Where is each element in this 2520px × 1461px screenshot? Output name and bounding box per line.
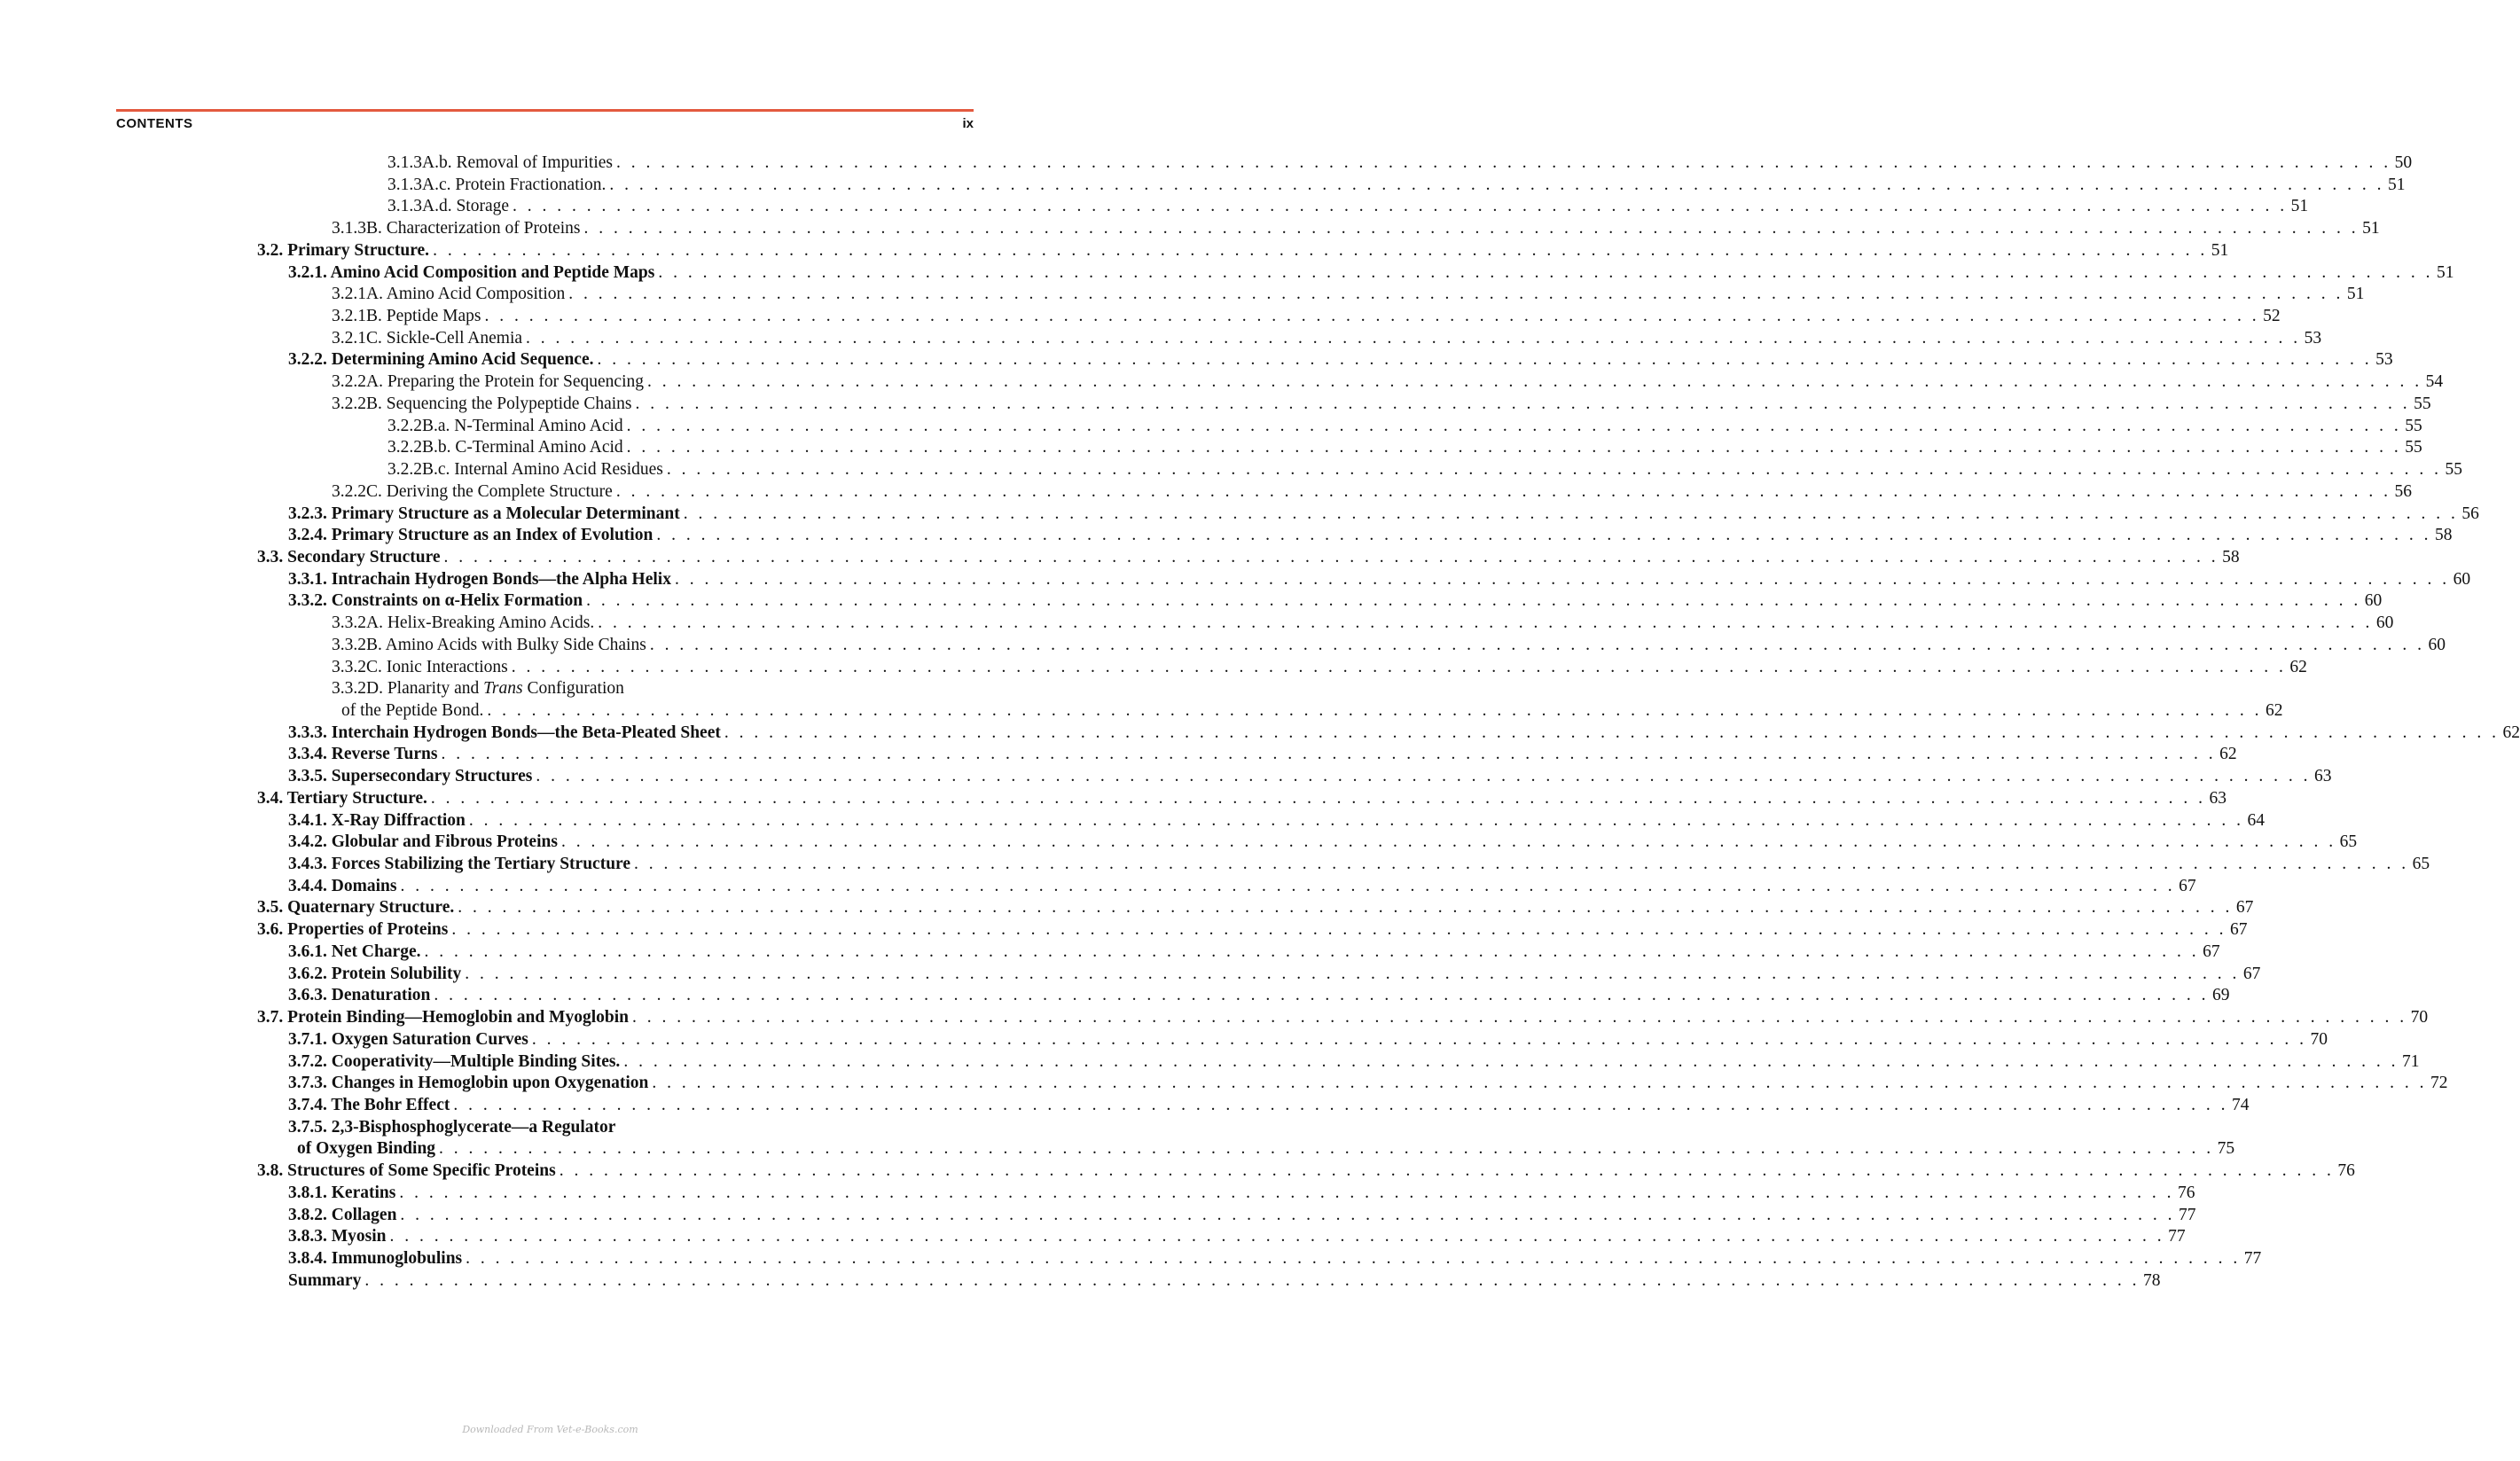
toc-leader-dots: . . . . . . . . . . . . . . . . . . . . . . . . . . . . . . . . . . . . . . . . . . . . . . . . . . . . . . . . . . . . . . . . . . . . . . . . . . . . . . . . . . . . . . . . . . . . . . . . . . . . . . . . . . . . . . . . . . . . . . . . (364, 1271, 2140, 1290)
toc-entry-title: of the Peptide Bond. (341, 701, 484, 720)
toc-leader-dots: . . . . . . . . . . . . . . . . . . . . . . . . . . . . . . . . . . . . . . . . . . . . . . . . . . . . . . . . . . . . . . . . . . . . . . . . . . . . . . . . . . . . . . . . . . . . . . . . . . . . . . . . . . . . . . . . . . . . . . . . (536, 767, 2311, 785)
toc-entry-page: 62 (2219, 745, 2237, 763)
toc-entry-page: 63 (2313, 767, 2332, 785)
toc-entry-title: 3.4.2. Globular and Fibrous Proteins (288, 832, 558, 851)
toc-entry-page: 65 (2339, 832, 2358, 851)
toc-entry-title: 3.2.3. Primary Structure as a Molecular Determinant (288, 504, 680, 523)
toc-leader-dots: . . . . . . . . . . . . . . . . . . . . . . . . . . . . . . . . . . . . . . . . . . . . . . . . . . . . . . . . . . . . . . . . . . . . . . . . . . . . . . . . . . . . . . . . . . . . . . . . . . . . . . . . . . . . . . . . . . . . . . . . (531, 1030, 2307, 1049)
toc-entry (288, 832, 2358, 853)
toc-leader-dots: . . . . . . . . . . . . . . . . . . . . . . . . . . . . . . . . . . . . . . . . . . . . . . . . . . . . . . . . . . . . . . . . . . . . . . . . . . . . . . . . . . . . . . . . . . . . . . . . . . . . . . . . . . . . . . . . . . . . . . . . (724, 723, 2500, 742)
toc-entry (257, 897, 2254, 918)
toc-entry-page: 74 (2231, 1096, 2250, 1114)
toc-entry-page: 55 (2414, 395, 2431, 413)
toc-entry-title: 3.4.4. Domains (288, 877, 397, 895)
toc-leader-dots: . . . . . . . . . . . . . . . . . . . . . . . . . . . . . . . . . . . . . . . . . . . . . . . . . . . . . . . . . . . . . . . . . . . . . . . . . . . . . . . . . . . . . . . . . . . . . . . . . . . . . . . . . . . . . . . . . . . . . . . . (389, 1227, 2165, 1246)
toc-entry-title: 3.4.3. Forces Stabilizing the Tertiary Structure (288, 855, 630, 873)
toc-entry (288, 810, 2265, 832)
toc-entry (332, 394, 2431, 415)
toc-entry-title: 3.6. Properties of Proteins (257, 920, 449, 939)
toc-entry-title: 3.1.3A.c. Protein Fractionation. (387, 176, 607, 194)
toc-entry-page: 62 (2289, 658, 2307, 676)
toc-entry-page: 76 (2177, 1184, 2195, 1202)
toc-leader-dots: . . . . . . . . . . . . . . . . . . . . . . . . . . . . . . . . . . . . . . . . . . . . . . . . . . . . . . . . . . . . . . . . . . . . . . . . . . . . . . . . . . . . . . . . . . . . . . . . . . . . . . . . . . . . . . . . . . . . . . . . (441, 745, 2217, 763)
toc-entry-page: 56 (2461, 504, 2479, 523)
toc-entry (288, 569, 2471, 590)
toc-entry-page: 58 (2222, 548, 2240, 566)
toc-entry (288, 766, 2332, 787)
toc-entry-page: 51 (2211, 241, 2229, 260)
toc-entry-page: 78 (2142, 1271, 2161, 1290)
toc-entry-page: 67 (2242, 965, 2261, 983)
toc-entry (257, 547, 2240, 568)
toc-entry-title: 3.2.1B. Peptide Maps (332, 307, 481, 325)
toc-entry-page: 51 (2290, 197, 2309, 215)
toc-entry (257, 788, 2227, 809)
toc-entry-page: 77 (2168, 1227, 2186, 1246)
toc-entry-page: 51 (2388, 176, 2406, 194)
toc-entry-title: 3.2.1. Amino Acid Composition and Peptide Maps (288, 263, 655, 282)
toc-entry-title: 3.2.2B. Sequencing the Polypeptide Chains (332, 395, 632, 413)
toc-entry-page: 70 (2310, 1030, 2328, 1049)
toc-leader-dots: . . . . . . . . . . . . . . . . . . . . . . . . . . . . . . . . . . . . . . . . . . . . . . . . . . . . . . . . . . . . . . . . . . . . . . . . . . . . . . . . . . . . . . . . . . . . . . . . . . . . . . . . . . . . . . . . . . . . . . . . (400, 877, 2176, 895)
toc-leader-dots: . . . . . . . . . . . . . . . . . . . . . . . . . . . . . . . . . . . . . . . . . . . . . . . . . . . . . . . . . . . . . . . . . . . . . . . . . . . . . . . . . . . . . . . . . . . . . . . . . . . . . . . . . . . . . . . . . . . . . . . . (439, 1139, 2214, 1158)
toc-entry-page: 58 (2434, 526, 2453, 544)
toc-entry-title: 3.1.3A.d. Storage (387, 197, 510, 215)
toc-entry-title: 3.2.1C. Sickle-Cell Anemia (332, 329, 523, 348)
toc-entry (332, 218, 2380, 239)
toc-leader-dots: . . . . . . . . . . . . . . . . . . . . . . . . . . . . . . . . . . . . . . . . . . . . . . . . . . . . . . . . . . . . . . . . . . . . . . . . . . . . . . . . . . . . . . . . . . . . . . . . . . . . . . . . . . . . . . . . . . . . . . . . (609, 176, 2385, 194)
toc-leader-dots: . . . . . . . . . . . . . . . . . . . . . . . . . . . . . . . . . . . . . . . . . . . . . . . . . . . . . . . . . . . . . . . . . . . . . . . . . . . . . . . . . . . . . . . . . . . . . . . . . . . . . . . . . . . . . . . . . . . . . . . . (451, 920, 2227, 939)
toc-leader-dots: . . . . . . . . . . . . . . . . . . . . . . . . . . . . . . . . . . . . . . . . . . . . . . . . . . . . . . . . . . . . . . . . . . . . . . . . . . . . . . . . . . . . . . . . . . . . . . . . . . . . . . . . . . . . . . . . . . . . . . . . (683, 504, 2459, 523)
toc-entry (288, 504, 2479, 525)
toc-entry-title: 3.2. Primary Structure. (257, 241, 430, 260)
toc-leader-dots: . . . . . . . . . . . . . . . . . . . . . . . . . . . . . . . . . . . . . . . . . . . . . . . . . . . . . . . . . . . . . . . . . . . . . . . . . . . . . . . . . . . . . . . . . . . . . . . . . . . . . . . . . . . . . . . . . . . . . . . . (652, 1074, 2427, 1092)
toc-entry (288, 1051, 2420, 1073)
toc-entry-title: 3.3. Secondary Structure (257, 548, 441, 566)
toc-leader-dots: . . . . . . . . . . . . . . . . . . . . . . . . . . . . . . . . . . . . . . . . . . . . . . . . . . . . . . . . . . . . . . . . . . . . . . . . . . . . . . . . . . . . . . . . . . . . . . . . . . . . . . . . . . . . . . . . . . . . . . . . (443, 548, 2219, 566)
toc-entry (387, 175, 2406, 196)
toc-leader-dots: . . . . . . . . . . . . . . . . . . . . . . . . . . . . . . . . . . . . . . . . . . . . . . . . . . . . . . . . . . . . . . . . . . . . . . . . . . . . . . . . . . . . . . . . . . . . . . . . . . . . . . . . . . . . . . . . . . . . . . . . (400, 1206, 2176, 1224)
toc-entry-title: 3.6.2. Protein Solubility (288, 965, 462, 983)
page-number: ix (962, 116, 974, 131)
toc-entry (257, 240, 2229, 262)
toc-entry-page: 53 (2304, 329, 2322, 348)
toc-entry-title: 3.7. Protein Binding—Hemoglobin and Myoglobin (257, 1008, 629, 1027)
toc-entry-title: 3.5. Quaternary Structure. (257, 898, 455, 917)
toc-leader-dots: . . . . . . . . . . . . . . . . . . . . . . . . . . . . . . . . . . . . . . . . . . . . . . . . . . . . . . . . . . . . . . . . . . . . . . . . . . . . . . . . . . . . . . . . . . . . . . . . . . . . . . . . . . . . . . . . . . . . . . . . (513, 197, 2288, 215)
toc-leader-dots: . . . . . . . . . . . . . . . . . . . . . . . . . . . . . . . . . . . . . . . . . . . . . . . . . . . . . . . . . . . . . . . . . . . . . . . . . . . . . . . . . . . . . . . . . . . . . . . . . . . . . . . . . . . . . . . . . . . . . . . . (434, 986, 2209, 1004)
toc-entry-title: 3.3.4. Reverse Turns (288, 745, 438, 763)
toc-entry-page: 60 (2364, 591, 2383, 610)
toc-entry (288, 876, 2196, 897)
toc-entry-title: 3.4. Tertiary Structure. (257, 789, 427, 808)
toc-entry-page: 56 (2394, 482, 2412, 501)
toc-leader-dots: . . . . . . . . . . . . . . . . . . . . . . . . . . . . . . . . . . . . . . . . . . . . . . . . . . . . . . . . . . . . . . . . . . . . . . . . . . . . . . . . . . . . . . . . . . . . . . . . . . . . . . . . . . . . . . . . . . . . . . . . (511, 658, 2287, 676)
toc-entry (288, 964, 2261, 985)
toc-entry-title: 3.7.3. Changes in Hemoglobin upon Oxygenation (288, 1074, 649, 1092)
toc-leader-dots: . . . . . . . . . . . . . . . . . . . . . . . . . . . . . . . . . . . . . . . . . . . . . . . . . . . . . . . . . . . . . . . . . . . . . . . . . . . . . . . . . . . . . . . . . . . . . . . . . . . . . . . . . . . . . . . . . . . . . . . . (526, 329, 2301, 348)
toc-entry-page: 64 (2247, 811, 2265, 830)
toc-entry-page: 50 (2394, 153, 2413, 172)
toc-entry-title: 3.3.2A. Helix-Breaking Amino Acids. (332, 613, 595, 632)
toc-entry (387, 416, 2422, 437)
toc-entry-title: Summary (288, 1271, 362, 1290)
toc-leader-dots: . . . . . . . . . . . . . . . . . . . . . . . . . . . . . . . . . . . . . . . . . . . . . . . . . . . . . . . . . . . . . . . . . . . . . . . . . . . . . . . . . . . . . . . . . . . . . . . . . . . . . . . . . . . . . . . . . . . . . . . . (487, 701, 2262, 720)
toc-leader-dots: . . . . . . . . . . . . . . . . . . . . . . . . . . . . . . . . . . . . . . . . . . . . . . . . . . . . . . . . . . . . . . . . . . . . . . . . . . . . . . . . . . . . . . . . . . . . . . . . . . . . . . . . . . . . . . . . . . . . . . . . (631, 1008, 2407, 1027)
toc-entry (288, 854, 2430, 875)
toc-entry (332, 284, 2365, 305)
toc-entry-page: 67 (2179, 877, 2196, 895)
toc-entry-page: 65 (2412, 855, 2430, 873)
toc-entry (288, 1029, 2328, 1051)
toc-leader-dots: . . . . . . . . . . . . . . . . . . . . . . . . . . . . . . . . . . . . . . . . . . . . . . . . . . . . . . . . . . . . . . . . . . . . . . . . . . . . . . . . . . . . . . . . . . . . . . . . . . . . . . . . . . . . . . . . . . . . . . . . (626, 417, 2402, 435)
toc-entry (288, 723, 2520, 744)
toc-entry (387, 459, 2463, 480)
toc-entry-title: 3.2.2B.c. Internal Amino Acid Residues (387, 460, 663, 479)
toc-leader-dots: . . . . . . . . . . . . . . . . . . . . . . . . . . . . . . . . . . . . . . . . . . . . . . . . . . . . . . . . . . . . . . . . . . . . . . . . . . . . . . . . . . . . . . . . . . . . . . . . . . . . . . . . . . . . . . . . . . . . . . . . (656, 526, 2431, 544)
toc-leader-dots: . . . . . . . . . . . . . . . . . . . . . . . . . . . . . . . . . . . . . . . . . . . . . . . . . . . . . . . . . . . . . . . . . . . . . . . . . . . . . . . . . . . . . . . . . . . . . . . . . . . . . . . . . . . . . . . . . . . . . . . . (453, 1096, 2228, 1114)
toc-entry-title: 3.2.2A. Preparing the Protein for Sequencing (332, 372, 645, 391)
toc-entry (288, 744, 2237, 765)
toc-entry-title: 3.2.2B.a. N-Terminal Amino Acid (387, 417, 623, 435)
toc-entry (332, 635, 2446, 656)
toc-leader-dots: . . . . . . . . . . . . . . . . . . . . . . . . . . . . . . . . . . . . . . . . . . . . . . . . . . . . . . . . . . . . . . . . . . . . . . . . . . . . . . . . . . . . . . . . . . . . . . . . . . . . . . . . . . . . . . . . . . . . . . . . (649, 636, 2425, 654)
toc-entry-page: 67 (2235, 898, 2254, 917)
toc-entry-page: 70 (2410, 1008, 2429, 1027)
toc-entry-page: 67 (2229, 920, 2248, 939)
toc-entry-title: 3.7.1. Oxygen Saturation Curves (288, 1030, 528, 1049)
toc-entry-title: 3.1.3B. Characterization of Proteins (332, 219, 581, 238)
toc-leader-dots: . . . . . . . . . . . . . . . . . . . . . . . . . . . . . . . . . . . . . . . . . . . . . . . . . . . . . . . . . . . . . . . . . . . . . . . . . . . . . . . . . . . . . . . . . . . . . . . . . . . . . . . . . . . . . . . . . . . . . . . . (635, 395, 2411, 413)
toc-entry (332, 613, 2394, 634)
toc-leader-dots: . . . . . . . . . . . . . . . . . . . . . . . . . . . . . . . . . . . . . . . . . . . . . . . . . . . . . . . . . . . . . . . . . . . . . . . . . . . . . . . . . . . . . . . . . . . . . . . . . . . . . . . . . . . . . . . . . . . . . . . . (399, 1184, 2174, 1202)
toc-entry-page: 51 (2346, 285, 2365, 303)
toc-entry (288, 1183, 2195, 1204)
toc-entry (332, 306, 2281, 327)
toc-leader-dots: . . . . . . . . . . . . . . . . . . . . . . . . . . . . . . . . . . . . . . . . . . . . . . . . . . . . . . . . . . . . . . . . . . . . . . . . . . . . . . . . . . . . . . . . . . . . . . . . . . . . . . . . . . . . . . . . . . . . . . . . (466, 1249, 2241, 1268)
toc-entry-page: 69 (2211, 986, 2230, 1004)
download-watermark: Downloaded From Vet-e-Books.com (462, 1424, 638, 1435)
toc-leader-dots: . . . . . . . . . . . . . . . . . . . . . . . . . . . . . . . . . . . . . . . . . . . . . . . . . . . . . . . . . . . . . . . . . . . . . . . . . . . . . . . . . . . . . . . . . . . . . . . . . . . . . . . . . . . . . . . . . . . . . . . . (598, 613, 2373, 632)
toc-leader-dots: . . . . . . . . . . . . . . . . . . . . . . . . . . . . . . . . . . . . . . . . . . . . . . . . . . . . . . . . . . . . . . . . . . . . . . . . . . . . . . . . . . . . . . . . . . . . . . . . . . . . . . . . . . . . . . . . . . . . . . . . (674, 570, 2450, 589)
toc-entry-title: 3.6.3. Denaturation (288, 986, 431, 1004)
toc-entry (288, 1205, 2196, 1226)
toc-entry (332, 481, 2412, 503)
toc-entry-title: 3.7.4. The Bohr Effect (288, 1096, 450, 1114)
toc-entry (288, 1226, 2186, 1247)
toc-entry (288, 1248, 2262, 1270)
toc-entry (332, 371, 2444, 393)
toc-leader-dots: . . . . . . . . . . . . . . . . . . . . . . . . . . . . . . . . . . . . . . . . . . . . . . . . . . . . . . . . . . . . . . . . . . . . . . . . . . . . . . . . . . . . . . . . . . . . . . . . . . . . . . . . . . . . . . . . . . . . . . . . (658, 263, 2433, 282)
toc-leader-dots: . . . . . . . . . . . . . . . . . . . . . . . . . . . . . . . . . . . . . . . . . . . . . . . . . . . . . . . . . . . . . . . . . . . . . . . . . . . . . . . . . . . . . . . . . . . . . . . . . . . . . . . . . . . . . . . . . . . . . . . . (616, 153, 2391, 172)
running-header: CONTENTS (116, 116, 193, 131)
toc-entry-title: 3.1.3A.b. Removal of Impurities (387, 153, 614, 172)
toc-entry-page: 63 (2209, 789, 2227, 808)
toc-entry-title: 3.2.1A. Amino Acid Composition (332, 285, 566, 303)
toc-entry-page: 55 (2445, 460, 2463, 479)
toc-entry (297, 1138, 2235, 1160)
toc-entry-page: 62 (2265, 701, 2283, 720)
toc-entry-page: 77 (2243, 1249, 2262, 1268)
toc-entry-title: 3.8.1. Keratins (288, 1184, 396, 1202)
toc-leader-dots: . . . . . . . . . . . . . . . . . . . . . . . . . . . . . . . . . . . . . . . . . . . . . . . . . . . . . . . . . . . . . . . . . . . . . . . . . . . . . . . . . . . . . . . . . . . . . . . . . . . . . . . . . . . . . . . . . . . . . . . . (666, 460, 2442, 479)
toc-entry-page: 62 (2502, 723, 2520, 742)
header-rule (116, 109, 974, 112)
toc-entry (341, 700, 2283, 722)
toc-leader-dots: . . . . . . . . . . . . . . . . . . . . . . . . . . . . . . . . . . . . . . . . . . . . . . . . . . . . . . . . . . . . . . . . . . . . . . . . . . . . . . . . . . . . . . . . . . . . . . . . . . . . . . . . . . . . . . . . . . . . . . . . (430, 789, 2206, 808)
toc-entry-title: 3.3.2D. Planarity and Trans Configuration (332, 679, 624, 698)
toc-entry-page: 51 (2362, 219, 2380, 238)
toc-entry (288, 1270, 2161, 1292)
toc-entry-page: 60 (2375, 613, 2394, 632)
toc-entry-page: 72 (2430, 1074, 2448, 1092)
toc-entry-page: 53 (2375, 350, 2393, 369)
toc-entry-page: 52 (2263, 307, 2281, 325)
toc-entry-title: 3.2.2C. Deriving the Complete Structure (332, 482, 613, 501)
toc-entry-title: 3.8.4. Immunoglobulins (288, 1249, 463, 1268)
toc-entry-title: 3.6.1. Net Charge. (288, 942, 421, 961)
toc-entry (387, 152, 2413, 174)
toc-entry-title: 3.8. Structures of Some Specific Proteins (257, 1161, 556, 1180)
toc-entry (387, 196, 2309, 217)
toc-entry-page: 67 (2203, 942, 2220, 961)
toc-entry-title: 3.3.5. Supersecondary Structures (288, 767, 533, 785)
toc-entry-title: of Oxygen Binding (297, 1139, 436, 1158)
toc-entry-page: 76 (2337, 1161, 2355, 1180)
toc-leader-dots: . . . . . . . . . . . . . . . . . . . . . . . . . . . . . . . . . . . . . . . . . . . . . . . . . . . . . . . . . . . . . . . . . . . . . . . . . . . . . . . . . . . . . . . . . . . . . . . . . . . . . . . . . . . . . . . . . . . . . . . . (484, 307, 2260, 325)
toc-leader-dots: . . . . . . . . . . . . . . . . . . . . . . . . . . . . . . . . . . . . . . . . . . . . . . . . . . . . . . . . . . . . . . . . . . . . . . . . . . . . . . . . . . . . . . . . . . . . . . . . . . . . . . . . . . . . . . . . . . . . . . . . (647, 372, 2422, 391)
toc-leader-dots: . . . . . . . . . . . . . . . . . . . . . . . . . . . . . . . . . . . . . . . . . . . . . . . . . . . . . . . . . . . . . . . . . . . . . . . . . . . . . . . . . . . . . . . . . . . . . . . . . . . . . . . . . . . . . . . . . . . . . . . . (458, 898, 2233, 917)
toc-entry (288, 985, 2230, 1006)
toc-leader-dots: . . . . . . . . . . . . . . . . . . . . . . . . . . . . . . . . . . . . . . . . . . . . . . . . . . . . . . . . . . . . . . . . . . . . . . . . . . . . . . . . . . . . . . . . . . . . . . . . . . . . . . . . . . . . . . . . . . . . . . . . (468, 811, 2244, 830)
toc-entry-title: 3.7.5. 2,3-Bisphosphoglycerate—a Regulator (288, 1118, 616, 1137)
toc-entry-page: 77 (2179, 1206, 2196, 1224)
toc-entry-title: 3.8.2. Collagen (288, 1206, 397, 1224)
toc-entry-title: 3.2.2B.b. C-Terminal Amino Acid (387, 438, 623, 457)
toc-entry (288, 349, 2393, 371)
toc-entry (332, 678, 820, 699)
toc-entry (257, 919, 2248, 941)
toc-entry (257, 1007, 2429, 1028)
toc-entry (288, 941, 2220, 963)
toc-entry-page: 55 (2405, 417, 2422, 435)
toc-entry-title: 3.4.1. X-Ray Diffraction (288, 811, 466, 830)
toc-entry (288, 262, 2454, 284)
toc-entry-title: 3.7.2. Cooperativity—Multiple Binding Sites. (288, 1052, 621, 1071)
toc-entry (257, 1160, 2355, 1182)
toc-entry-title: 3.8.3. Myosin (288, 1227, 387, 1246)
toc-entry (288, 1117, 820, 1138)
toc-entry (387, 437, 2422, 458)
toc-entry-page: 60 (2453, 570, 2471, 589)
toc-leader-dots: . . . . . . . . . . . . . . . . . . . . . . . . . . . . . . . . . . . . . . . . . . . . . . . . . . . . . . . . . . . . . . . . . . . . . . . . . . . . . . . . . . . . . . . . . . . . . . . . . . . . . . . . . . . . . . . . . . . . . . . . (559, 1161, 2335, 1180)
toc-leader-dots: . . . . . . . . . . . . . . . . . . . . . . . . . . . . . . . . . . . . . . . . . . . . . . . . . . . . . . . . . . . . . . . . . . . . . . . . . . . . . . . . . . . . . . . . . . . . . . . . . . . . . . . . . . . . . . . . . . . . . . . . (597, 350, 2373, 369)
toc-leader-dots: . . . . . . . . . . . . . . . . . . . . . . . . . . . . . . . . . . . . . . . . . . . . . . . . . . . . . . . . . . . . . . . . . . . . . . . . . . . . . . . . . . . . . . . . . . . . . . . . . . . . . . . . . . . . . . . . . . . . . . . . (583, 219, 2360, 238)
toc-leader-dots: . . . . . . . . . . . . . . . . . . . . . . . . . . . . . . . . . . . . . . . . . . . . . . . . . . . . . . . . . . . . . . . . . . . . . . . . . . . . . . . . . . . . . . . . . . . . . . . . . . . . . . . . . . . . . . . . . . . . . . . . (433, 241, 2208, 260)
toc-entry-page: 60 (2428, 636, 2446, 654)
toc-entry-page: 55 (2405, 438, 2422, 457)
toc-entry-page: 51 (2436, 263, 2454, 282)
toc-entry-title: 3.2.2. Determining Amino Acid Sequence. (288, 350, 594, 369)
toc-entry-page: 71 (2401, 1052, 2420, 1071)
toc-leader-dots: . . . . . . . . . . . . . . . . . . . . . . . . . . . . . . . . . . . . . . . . . . . . . . . . . . . . . . . . . . . . . . . . . . . . . . . . . . . . . . . . . . . . . . . . . . . . . . . . . . . . . . . . . . . . . . . . . . . . . . . . (424, 942, 2200, 961)
toc-leader-dots: . . . . . . . . . . . . . . . . . . . . . . . . . . . . . . . . . . . . . . . . . . . . . . . . . . . . . . . . . . . . . . . . . . . . . . . . . . . . . . . . . . . . . . . . . . . . . . . . . . . . . . . . . . . . . . . . . . . . . . . . (626, 438, 2402, 457)
toc-entry-title: 3.2.4. Primary Structure as an Index of Evolution (288, 526, 653, 544)
toc-entry-page: 54 (2425, 372, 2444, 391)
toc-leader-dots: . . . . . . . . . . . . . . . . . . . . . . . . . . . . . . . . . . . . . . . . . . . . . . . . . . . . . . . . . . . . . . . . . . . . . . . . . . . . . . . . . . . . . . . . . . . . . . . . . . . . . . . . . . . . . . . . . . . . . . . . (623, 1052, 2399, 1071)
toc-entry (332, 657, 2307, 678)
toc-entry-title: 3.3.2C. Ionic Interactions (332, 658, 508, 676)
toc-entry (288, 590, 2383, 612)
toc-entry-title: 3.3.3. Interchain Hydrogen Bonds—the Beta-Pleated Sheet (288, 723, 721, 742)
toc-entry (288, 1095, 2250, 1116)
toc-entry (288, 1073, 2448, 1094)
toc-leader-dots: . . . . . . . . . . . . . . . . . . . . . . . . . . . . . . . . . . . . . . . . . . . . . . . . . . . . . . . . . . . . . . . . . . . . . . . . . . . . . . . . . . . . . . . . . . . . . . . . . . . . . . . . . . . . . . . . . . . . . . . . (465, 965, 2240, 983)
toc-leader-dots: . . . . . . . . . . . . . . . . . . . . . . . . . . . . . . . . . . . . . . . . . . . . . . . . . . . . . . . . . . . . . . . . . . . . . . . . . . . . . . . . . . . . . . . . . . . . . . . . . . . . . . . . . . . . . . . . . . . . . . . . (634, 855, 2409, 873)
toc-entry (332, 328, 2322, 349)
toc-entry-title: 3.3.1. Intrachain Hydrogen Bonds—the Alpha Helix (288, 570, 671, 589)
toc-leader-dots: . . . . . . . . . . . . . . . . . . . . . . . . . . . . . . . . . . . . . . . . . . . . . . . . . . . . . . . . . . . . . . . . . . . . . . . . . . . . . . . . . . . . . . . . . . . . . . . . . . . . . . . . . . . . . . . . . . . . . . . . (586, 591, 2361, 610)
toc-leader-dots: . . . . . . . . . . . . . . . . . . . . . . . . . . . . . . . . . . . . . . . . . . . . . . . . . . . . . . . . . . . . . . . . . . . . . . . . . . . . . . . . . . . . . . . . . . . . . . . . . . . . . . . . . . . . . . . . . . . . . . . . (615, 482, 2391, 501)
toc-entry (288, 525, 2453, 546)
toc-leader-dots: . . . . . . . . . . . . . . . . . . . . . . . . . . . . . . . . . . . . . . . . . . . . . . . . . . . . . . . . . . . . . . . . . . . . . . . . . . . . . . . . . . . . . . . . . . . . . . . . . . . . . . . . . . . . . . . . . . . . . . . . (568, 285, 2344, 303)
toc-entry-title: 3.3.2. Constraints on α-Helix Formation (288, 591, 583, 610)
toc-entry-page: 75 (2217, 1139, 2235, 1158)
toc-leader-dots: . . . . . . . . . . . . . . . . . . . . . . . . . . . . . . . . . . . . . . . . . . . . . . . . . . . . . . . . . . . . . . . . . . . . . . . . . . . . . . . . . . . . . . . . . . . . . . . . . . . . . . . . . . . . . . . . . . . . . . . . (560, 832, 2336, 851)
toc-entry-title: 3.3.2B. Amino Acids with Bulky Side Chains (332, 636, 646, 654)
